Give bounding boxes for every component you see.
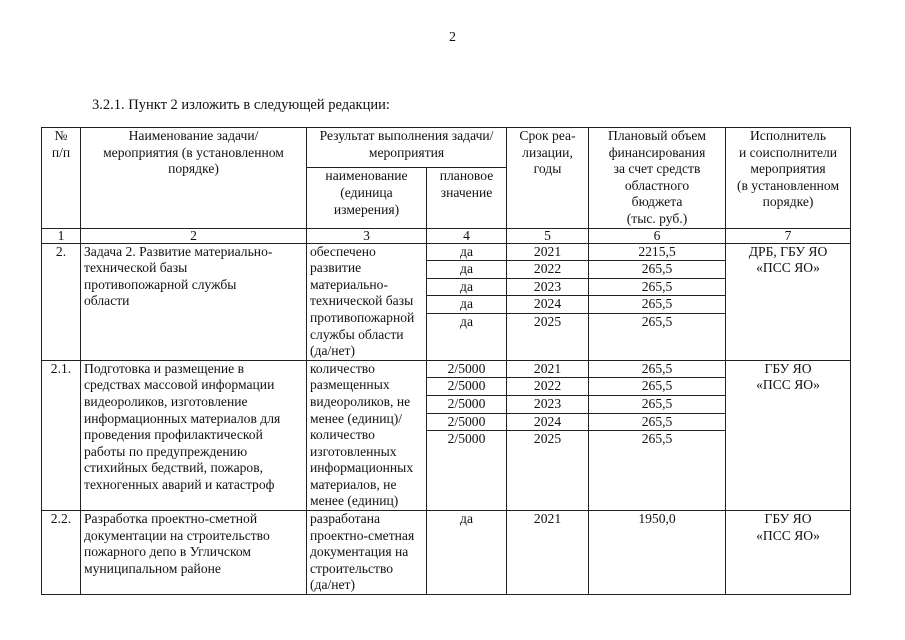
row-executor: ДРБ, ГБУ ЯО «ПСС ЯО» <box>726 243 851 360</box>
row-result: разработана проектно-сметная документация на строительство (да/нет) <box>307 511 427 595</box>
header-executor: Исполнитель и соисполнители мероприятия (в установленном порядке) <box>726 128 851 229</box>
table-row <box>42 511 851 595</box>
row-number: 2.2. <box>42 511 81 595</box>
column-number: 2 <box>81 228 307 243</box>
header-volume: Плановый объем финансирования за счет средств областного бюджета (тыс. руб.) <box>589 128 726 229</box>
column-number: 3 <box>307 228 427 243</box>
column-numbers-row <box>42 228 851 243</box>
row-number: 2. <box>42 243 81 360</box>
row-result: количество размещенных видеороликов, не менее (единиц)/ количество изготовленных информационных материалов, не менее (единиц) <box>307 360 427 510</box>
table-row <box>42 360 851 510</box>
row-years: 2021 <box>507 511 589 595</box>
row-executor: ГБУ ЯО «ПСС ЯО» <box>726 360 851 510</box>
measures-table <box>41 127 851 595</box>
header-result-name: наименование (единица измерения) <box>307 168 427 228</box>
column-number: 4 <box>427 228 507 243</box>
row-result: обеспечено развитие материально- технической базы противопожарной службы области (да/нет) <box>307 243 427 360</box>
table-header-row-1 <box>42 128 851 168</box>
row-volumes: 1950,0 <box>589 511 726 595</box>
header-term: Срок реа- лизации, годы <box>507 128 589 229</box>
row-name: Разработка проектно-сметной документации на строительство пожарного депо в Угличском муниципальном районе <box>81 511 307 595</box>
header-name: Наименование задачи/ мероприятия (в установленном порядке) <box>81 128 307 229</box>
row-name: Задача 2. Развитие материально- технической базы противопожарной службы области <box>81 243 307 360</box>
column-number: 7 <box>726 228 851 243</box>
column-number: 6 <box>589 228 726 243</box>
header-result-value: плановое значение <box>427 168 507 228</box>
section-heading: 3.2.1. Пункт 2 изложить в следующей редакции: <box>92 97 390 113</box>
column-number: 5 <box>507 228 589 243</box>
page-number: 2 <box>449 30 456 45</box>
table-row <box>42 243 851 360</box>
header-num: № п/п <box>42 128 81 229</box>
row-years: 2021 2022 2023 2024 2025 <box>507 360 589 510</box>
row-volumes: 265,5 265,5 265,5 265,5 265,5 <box>589 360 726 510</box>
row-years: 2021 2022 2023 2024 2025 <box>507 243 589 360</box>
row-values: 2/5000 2/5000 2/5000 2/5000 2/5000 <box>427 360 507 510</box>
row-number: 2.1. <box>42 360 81 510</box>
row-volumes: 2215,5 265,5 265,5 265,5 265,5 <box>589 243 726 360</box>
header-result: Результат выполнения задачи/ мероприятия <box>307 128 507 168</box>
row-values: да <box>427 511 507 595</box>
row-name: Подготовка и размещение в средствах массовой информации видеороликов, изготовление информационных материалов для проведения профилактической работы по предупреждению стихийных бедствий, пожаров, техногенных аварий и катастроф <box>81 360 307 510</box>
row-values: да да да да да <box>427 243 507 360</box>
column-number: 1 <box>42 228 81 243</box>
row-executor: ГБУ ЯО «ПСС ЯО» <box>726 511 851 595</box>
